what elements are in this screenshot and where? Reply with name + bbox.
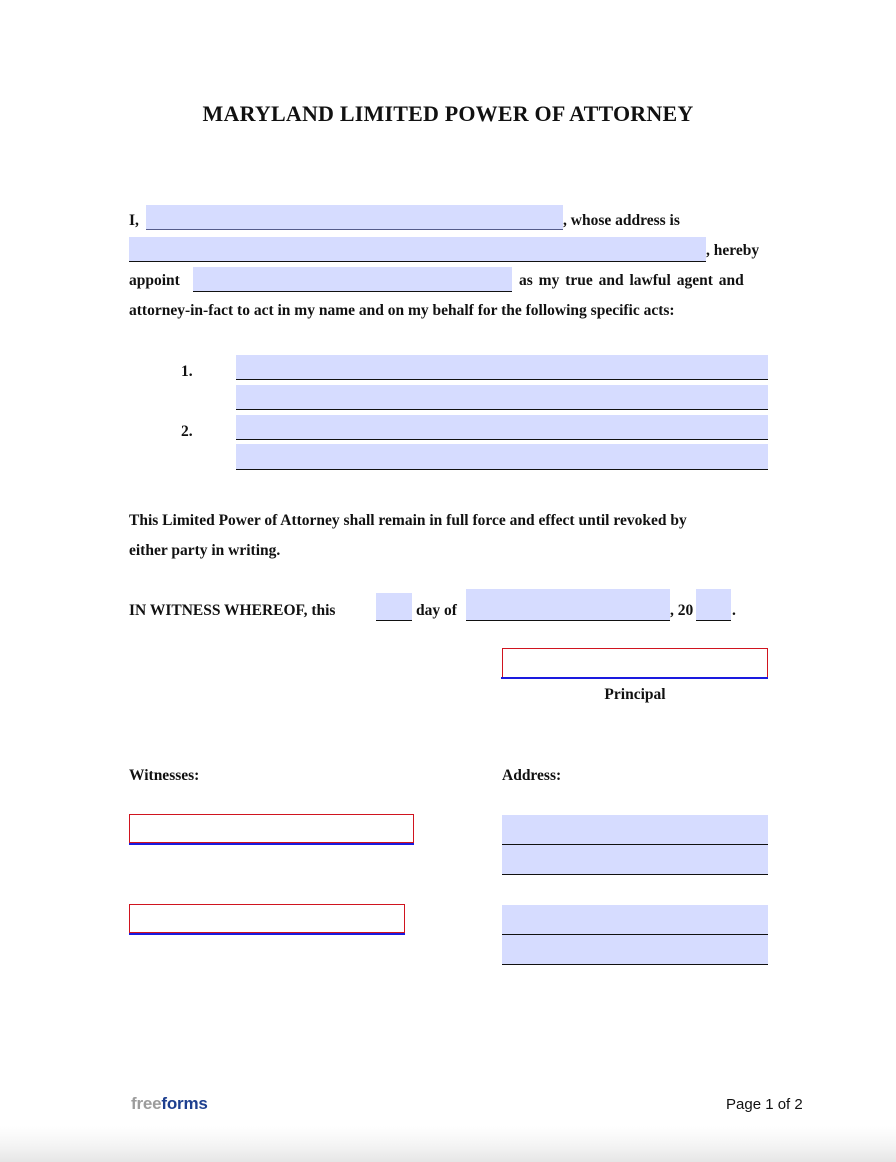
principal-label: Principal [604, 686, 666, 703]
logo-forms-text: forms [161, 1094, 208, 1113]
act-1-line-1-field[interactable] [236, 355, 768, 380]
witness-2-signature-line [129, 933, 405, 935]
page-bottom-shadow [0, 1126, 896, 1162]
principal-signature-field[interactable] [502, 648, 768, 678]
witness-1-signature-line [129, 843, 414, 845]
true-lawful-label: as my true and lawful agent and [519, 272, 744, 289]
specific-acts-label: attorney-in-fact to act in my name and on my behalf for the following specific acts: [129, 302, 675, 319]
month-field[interactable] [466, 589, 670, 621]
duration-line-1: This Limited Power of Attorney shall remain in full force and effect until revoked by [129, 512, 687, 529]
year-field[interactable] [696, 589, 731, 621]
day-field[interactable] [376, 593, 412, 621]
witness-clause-period: . [732, 602, 736, 619]
year-prefix: , 20 [670, 602, 694, 619]
principal-address-field[interactable] [129, 237, 706, 262]
act-number-2: 2. [181, 423, 193, 440]
witness-1-address-line-1-field[interactable] [502, 815, 768, 845]
witness-2-signature-field[interactable] [129, 904, 405, 933]
document-title: MARYLAND LIMITED POWER OF ATTORNEY [202, 101, 694, 126]
witness-1-signature-field[interactable] [129, 814, 414, 843]
witnesses-label: Witnesses: [129, 767, 200, 784]
witness-2-address-line-1-field[interactable] [502, 905, 768, 935]
act-1-line-2-field[interactable] [236, 385, 768, 410]
address-label: Address: [502, 767, 562, 784]
witness-clause-prefix: IN WITNESS WHEREOF, this [129, 602, 336, 619]
witness-2-address-line-2-field[interactable] [502, 935, 768, 965]
duration-line-2: either party in writing. [129, 542, 281, 559]
day-of-label: day of [416, 602, 457, 619]
witness-1-address-line-2-field[interactable] [502, 845, 768, 875]
principal-name-field[interactable] [146, 205, 563, 230]
act-number-1: 1. [181, 363, 193, 380]
principal-signature-line [501, 677, 768, 679]
hereby-label: , hereby [706, 242, 760, 259]
logo-free-text: free [131, 1094, 162, 1113]
act-2-line-1-field[interactable] [236, 415, 768, 440]
whose-address-label: , whose address is [563, 212, 680, 229]
agent-name-field[interactable] [193, 267, 512, 292]
freeforms-logo [131, 1094, 208, 1114]
page-number: Page 1 of 2 [726, 1096, 803, 1113]
act-2-line-2-field[interactable] [236, 444, 768, 470]
i-label: I, [129, 212, 139, 229]
appoint-label: appoint [129, 272, 180, 289]
